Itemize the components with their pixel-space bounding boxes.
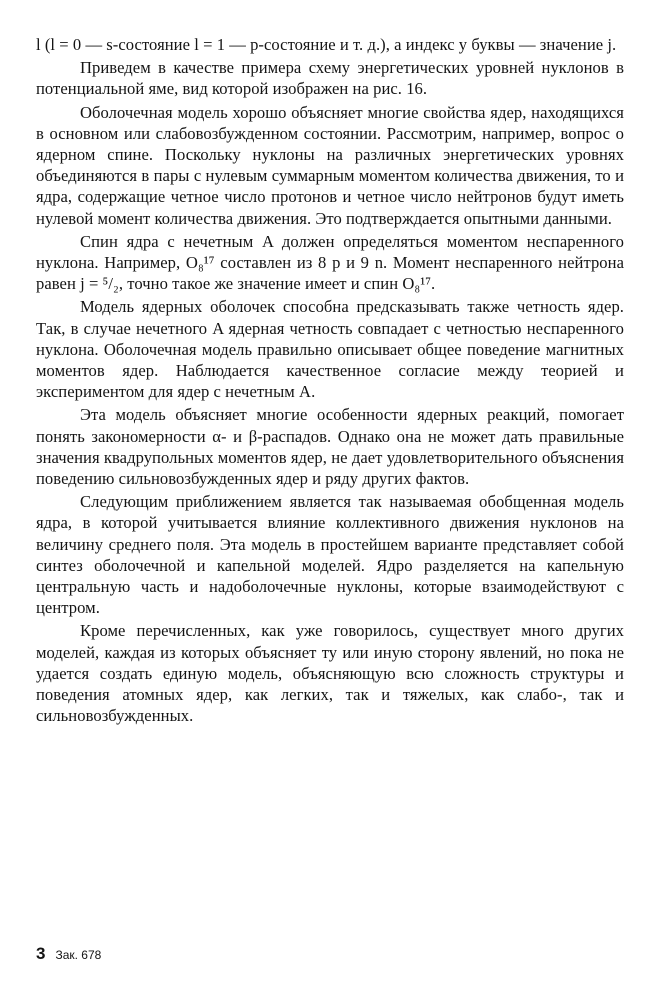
- page-footer: [36, 944, 101, 964]
- paragraph-generalized-model: Следующим приближением является так называемая обобщенная модель ядра, в которой учитывается влияние коллективного движения нуклонов на величину среднего поля. Эта модель в простейшем варианте представляет собой синтез оболочечной и капельной моделей. Ядро разделяется на капельную центральную часть и надоболочечные нуклоны, которые взаимодействуют с центром.: [36, 492, 624, 618]
- page-body: [36, 34, 624, 727]
- paragraph-shell-model-spin: Оболочечная модель хорошо объясняет многие свойства ядер, находящихся в основном или слабовозбужденном состоянии. Рассмотрим, например, вопрос о ядерном спине. Поскольку нуклоны на различных энергетических уровнях объединяются в пары с нулевым суммарным моментом количества движения, то и ядра, содержащие четное число протонов и четное число нейтронов будут иметь нулевой момент количества движения. Это подтверждается опытными данными.: [36, 102, 624, 228]
- paragraph-other-models: Кроме перечисленных, как уже говорилось, существует много других моделей, каждая из которых объясняет ту или иную сторону явлений, но пока не удается создать единую модель, объясняющую всю сложность структуры и поведения атомных ядер, как легких, так и тяжелых, как слабо-, так и сильновозбужденных.: [36, 621, 624, 726]
- paragraph-model-limitations: Эта модель объясняет многие особенности ядерных реакций, помогает понять закономерности α- и β-распадов. Однако она не может дать правильные значения квадрупольных моментов ядер, не дает удовлетворительного объяснения поведению сильновозбужденных ядер и ряду других фактов.: [36, 405, 624, 489]
- paragraph-energy-levels-example: Приведем в качестве примера схему энергетических уровней нуклонов в потенциальной яме, вид которой изображен на рис. 16.: [36, 58, 624, 99]
- paragraph-orbital-notation: l (l = 0 — s-состояние l = 1 — p-состояние и т. д.), а индекс у буквы — значение j.: [36, 35, 617, 54]
- signature-mark: 3: [36, 944, 46, 963]
- print-order-note: Зак. 678: [55, 948, 102, 962]
- paragraph-odd-a-spin: Спин ядра с нечетным A должен определяться моментом неспаренного нуклона. Например, O₈¹⁷ составлен из 8 p и 9 n. Момент неспаренного нейтрона равен j = ⁵/₂, точно такое же значение имеет и спин O₈¹⁷.: [36, 231, 624, 294]
- paragraph-parity-magnetic-moments: Модель ядерных оболочек способна предсказывать также четность ядер. Так, в случае нечетного A ядерная четность совпадает с четностью неспаренного нуклона. Оболочечная модель правильно описывает общее поведение магнитных моментов ядер. Наблюдается качественное согласие между теорией и экспериментом для ядер с нечетным A.: [36, 297, 624, 402]
